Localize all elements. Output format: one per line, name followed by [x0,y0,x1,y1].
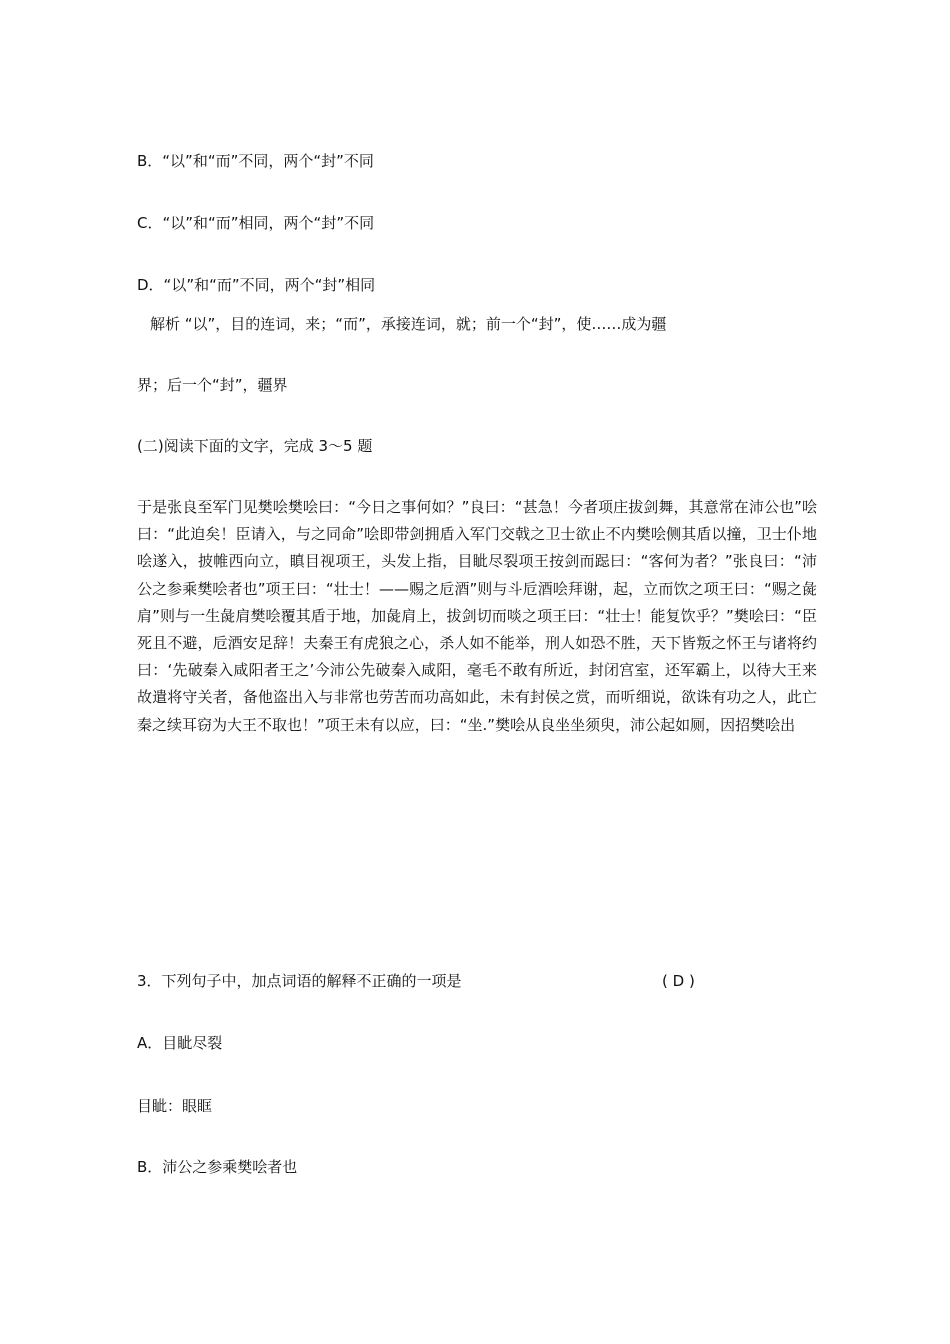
question-3: 3．下列句子中，加点词语的解释不正确的一项是 [137,972,462,990]
section-heading: (二)阅读下面的文字，完成 3～5 题 [137,437,373,455]
question-3-answer: ( D ) [662,972,695,990]
option-d-line: D．“以”和“而”不同，两个“封”相同 [137,276,376,294]
option-b-line-2: B．沛公之参乘樊哙者也 [137,1158,298,1176]
reading-passage: 于是张良至军门见樊哙樊哙曰：“今日之事何如？”良曰：“甚急！今者项庄拔剑舞，其意常在沛公也”哙曰：“此迫矣！臣请入，与之同命”哙即带剑拥盾入军门交戟之卫士欲止不内樊哙侧其盾以撞，卫士仆地哙遂入，披帷西向立，瞋目视项王，头发上指，目眦尽裂项王按剑而跽曰：“客何为者？”张良曰：“沛公之参乘樊哙者也”项王曰：“壮士！——赐之卮酒”则与斗卮酒哙拜谢，起，立而饮之项王曰：“赐之彘肩”则与一生彘肩樊哙覆其盾于地，加彘肩上，拔剑切而啖之项王曰：“壮士！能复饮乎？”樊哙曰：“臣死且不避，卮酒安足辞！夫秦王有虎狼之心，杀人如不能举，刑人如恐不胜，天下皆叛之怀王与诸将约曰：‘先破秦入咸阳者王之’今沛公先破秦入咸阳，毫毛不敢有所近，封闭宫室，还军霸上，以待大王来故遣将守关者，备他盗出入与非常也劳苦而功高如此，未有封侯之赏，而听细说，欲诛有功之人，此亡秦之续耳窃为大王不取也！”项王未有以应，曰：“坐.”樊哙从良坐坐须臾，沛公起如厕，因招樊哙出 [137,498,817,734]
option-b-line: B．“以”和“而”不同，两个“封”不同 [137,152,374,170]
option-c-line: C．“以”和“而”相同，两个“封”不同 [137,214,375,232]
analysis-line-2: 界；后一个“封”，疆界 [137,376,288,394]
option-a-line: A．目眦尽裂 [137,1034,223,1052]
analysis-line-1: 解析 “以”，目的连词，来；“而”，承接连词，就；前一个“封”，使……成为疆 [150,315,667,333]
gloss-line: 目眦：眼眶 [137,1097,213,1115]
